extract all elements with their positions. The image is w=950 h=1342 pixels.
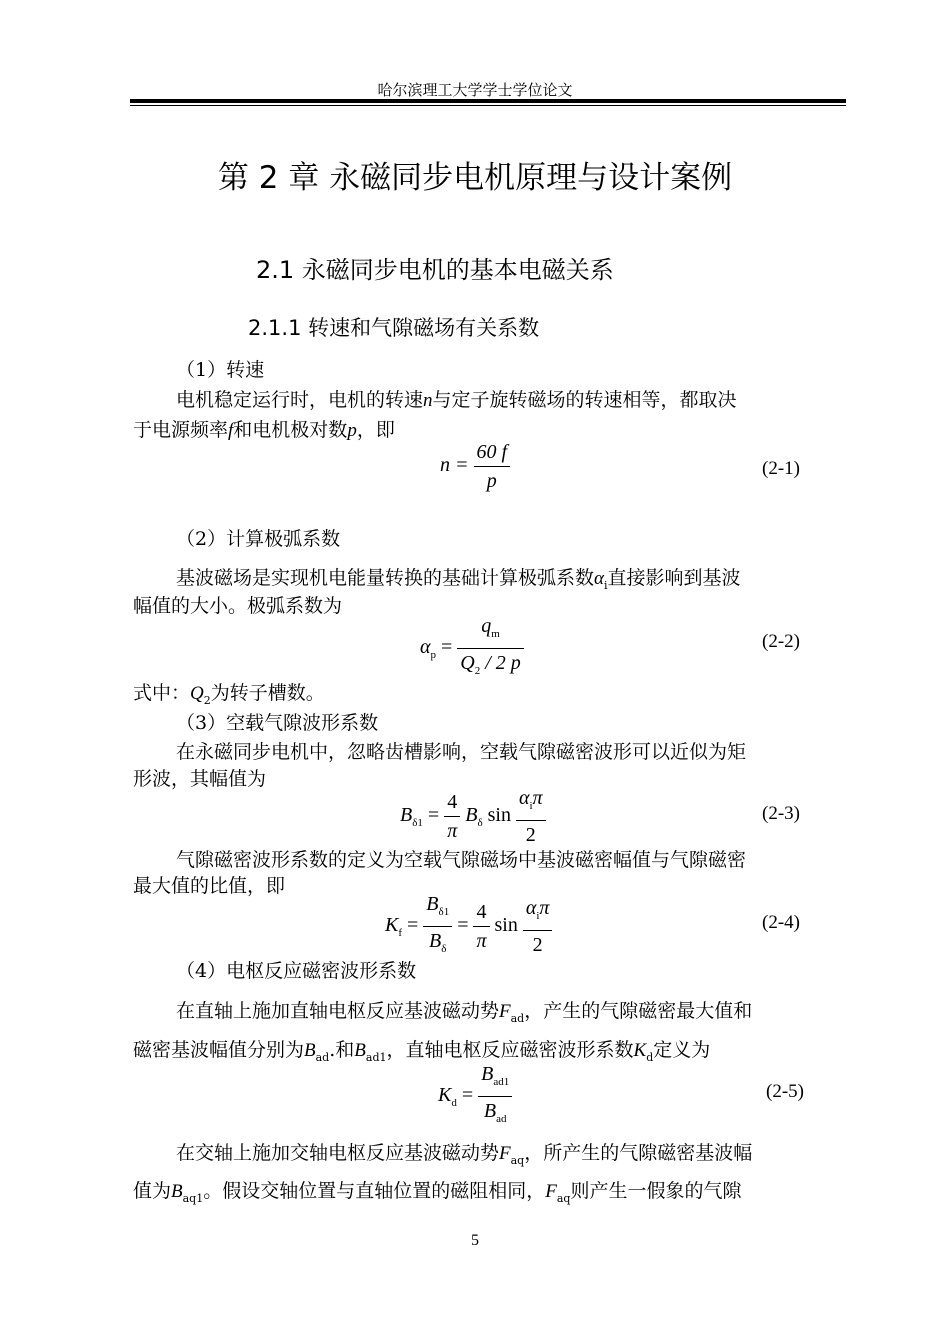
paragraph-line: 值为$B_{aq1}$。假设交轴位置与直轴位置的磁阻相同，$F_{aq}$则产生一假象的气隙 bbox=[133, 1180, 742, 1205]
heading-pole-arc: （2）计算极弧系数 bbox=[176, 528, 341, 550]
paragraph-line: 最大值的比值，即 bbox=[133, 875, 286, 897]
equation-2-5: $K_d$ = $\frac{B_{ad1}}{B_{ad}}$ bbox=[438, 1062, 512, 1131]
chapter-title: 第 2 章 永磁同步电机原理与设计案例 bbox=[217, 160, 733, 196]
paragraph-line: 电机稳定运行时，电机的转速n与定子旋转磁场的转速相等，都取决 bbox=[176, 389, 737, 411]
paragraph-line: 在直轴上施加直轴电枢反应基波磁动势$F_{ad}$，产生的气隙磁密最大值和 bbox=[176, 1000, 753, 1025]
equation-number: (2-5) bbox=[766, 1081, 804, 1102]
paragraph-line: 式中：$Q_2$为转子槽数。 bbox=[133, 682, 325, 707]
paragraph-line: 磁密基波幅值分别为$B_{ad}$.和$B_{ad1}$，直轴电枢反应磁密波形系数$K_d$定义为 bbox=[133, 1039, 711, 1064]
heading-armature-reaction: （4）电枢反应磁密波形系数 bbox=[176, 960, 417, 982]
equation-number: (2-1) bbox=[762, 458, 800, 479]
header-rule-thick bbox=[130, 99, 846, 103]
running-header: 哈尔滨理工大学学士学位论文 bbox=[377, 81, 573, 99]
heading-no-load-waveform: （3）空载气隙波形系数 bbox=[176, 712, 379, 734]
equation-number: (2-2) bbox=[762, 631, 800, 652]
paragraph-line: 基波磁场是实现机电能量转换的基础计算极弧系数$\alpha_i$直接影响到基波 bbox=[176, 567, 741, 592]
equation-2-4: $K_f$ = $\frac{B_{\delta 1}}{B_\delta}$ = $\frac{4}{\pi}$ sin $\frac{\alpha_i\pi}{2}$ bbox=[385, 892, 552, 961]
paragraph-line: 气隙磁密波形系数的定义为空载气隙磁场中基波磁密幅值与气隙磁密 bbox=[176, 849, 747, 871]
paragraph-line: 幅值的大小。极弧系数为 bbox=[133, 595, 343, 617]
header-rule-thin bbox=[130, 105, 846, 106]
page-number: 5 bbox=[471, 1232, 479, 1249]
equation-2-3: $B_{\delta 1}$ = $\frac{4}{\pi}$ $B_\delta$ sin $\frac{\alpha_i\pi}{2}$ bbox=[400, 786, 546, 847]
paragraph-line: 在交轴上施加交轴电枢反应基波磁动势$F_{aq}$，所产生的气隙磁密基波幅 bbox=[176, 1142, 753, 1167]
heading-speed: （1）转速 bbox=[176, 359, 265, 381]
subsection-title: 2.1.1 转速和气隙磁场有关系数 bbox=[248, 316, 540, 340]
section-title: 2.1 永磁同步电机的基本电磁关系 bbox=[256, 256, 614, 284]
paragraph-line: 于电源频率f和电机极对数p，即 bbox=[133, 419, 395, 441]
equation-number: (2-3) bbox=[762, 803, 800, 824]
equation-2-1: n = $\frac{60 f}{p}$ bbox=[440, 440, 510, 493]
paragraph-line: 在永磁同步电机中，忽略齿槽影响，空载气隙磁密波形可以近似为矩 bbox=[176, 741, 747, 763]
paragraph-line: 形波，其幅值为 bbox=[133, 768, 267, 790]
equation-number: (2-4) bbox=[762, 912, 800, 933]
equation-2-2: $\alpha_p$ = $\frac{q_m}{Q_2 / 2 p}$ bbox=[420, 614, 524, 683]
